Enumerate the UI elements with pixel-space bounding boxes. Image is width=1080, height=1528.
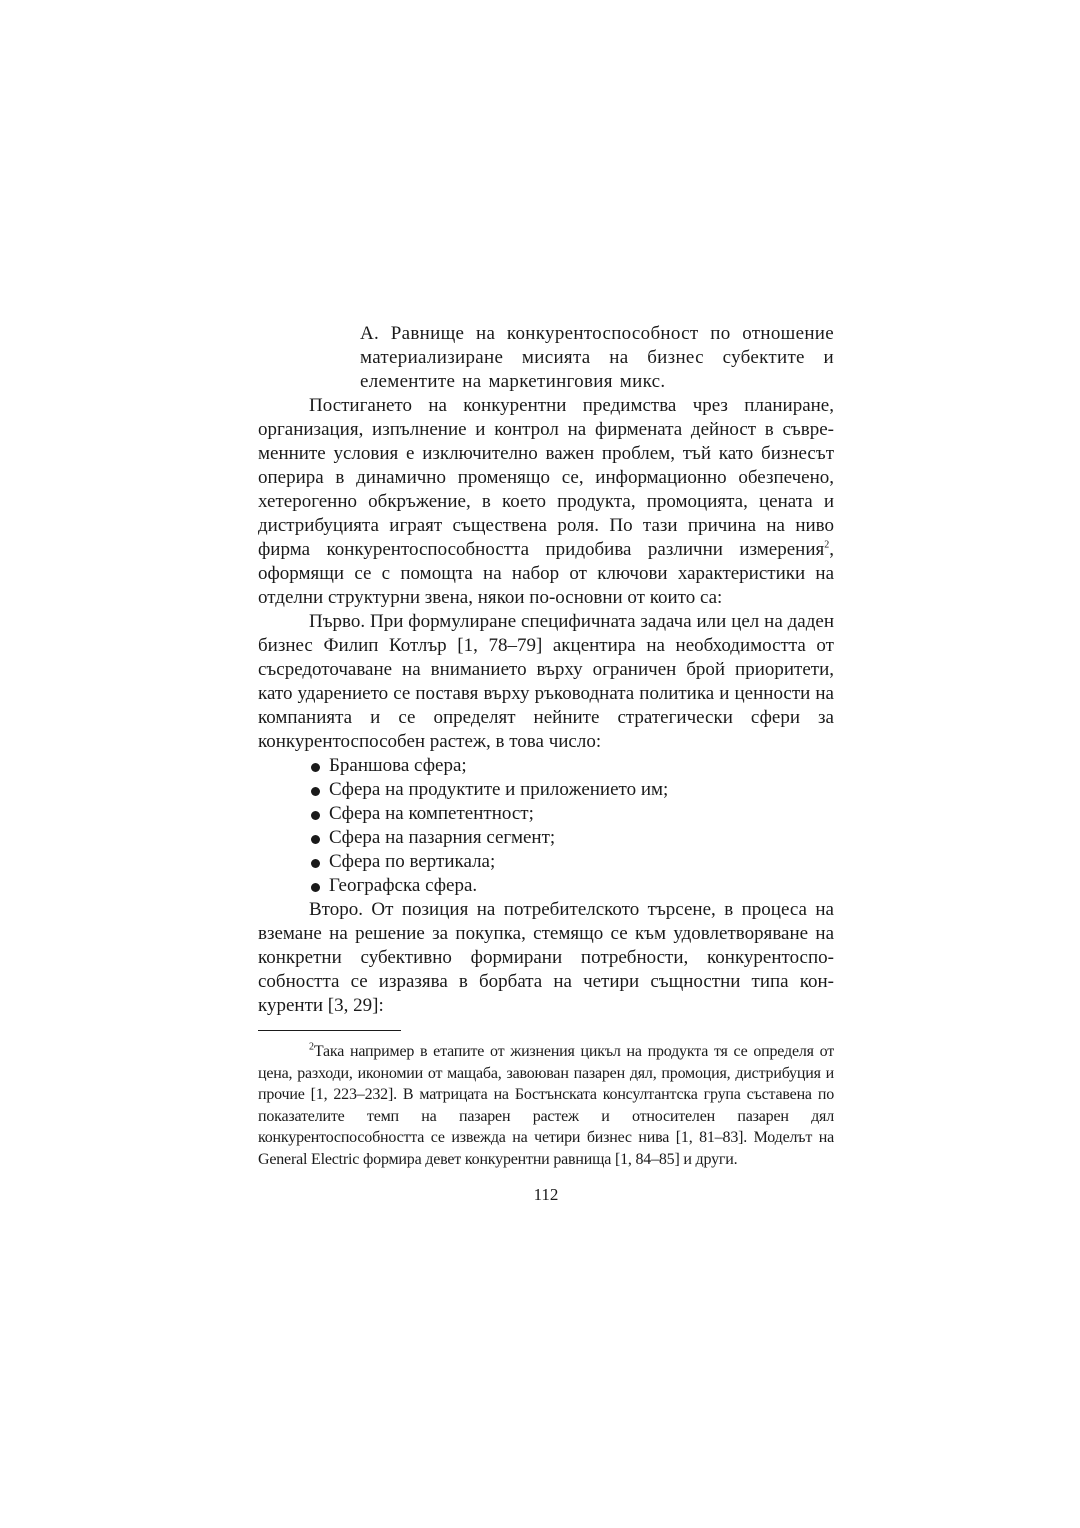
- paragraph-text: Постигането на конкурентни предимства чрез планиране, организация, изпълнение и контрол на фирмената дейност в съвременните условия е изключително важен проблем, тъй като бизнесът оперира в динамично променящо се, информационно обезпечено, хетерогенно обкръжение, в което продукта, промоцията, цената и дистрибуцията играят съществена роля. По тази причина на ниво фирма конкурентоспособността придобива различни измерения: [258, 395, 834, 560]
- bullet-list: [258, 754, 834, 898]
- footnote-text: Така например в етапите от жизнения цикъл на продукта тя се определя от цена, разходи, икономии от мащаба, завоюван пазарен дял, промоция, дистрибуция и прочие [1, 223–232]. В матрицата на Бостънската консултантска група съставена по показателите темп на пазарен растеж и относителен пазарен дял конкурентоспособността се извежда на четири бизнес нива [1, 81–83]. Моделът на General Electric формира девет конкурентни равнища [1, 84–85] и други.: [258, 1043, 834, 1168]
- page-number: 112: [533, 1185, 559, 1204]
- footnote-number: 2: [309, 1041, 314, 1053]
- list-item: Браншова сфера;: [309, 754, 834, 778]
- list-item: Сфера по вертикала;: [309, 850, 834, 874]
- footnote-reference: 2: [824, 539, 830, 551]
- list-item: Географска сфера.: [309, 874, 834, 898]
- paragraph: Първо. При формулиране специфичната задача или цел на даден бизнес Филип Котлър [1, 78–79] акцентира на необходимостта от съсредоточаване на вниманието върху ограничен брой приоритети, като ударението се поставя върху ръководната политика и ценности на компанията и се определят нейните стратегически сфери за конкурентоспособен растеж, в това число:: [258, 611, 834, 752]
- list-item: Сфера на пазарния сегмент;: [309, 826, 834, 850]
- paragraph-text-continued: , оформящи се с помощта на набор от ключови характеристики на отделни структурни звена, някои по-основни от които са:: [258, 539, 834, 608]
- paragraph: [258, 394, 834, 610]
- footnote-divider: [258, 1030, 401, 1031]
- section-heading: А. Равнище на конкурентоспособност по отношение материализиране мисията на бизнес субектите и елементите на маркетинговия микс.: [360, 323, 834, 392]
- list-item: Сфера на компетентност;: [309, 802, 834, 826]
- list-item: Сфера на продуктите и приложението им;: [309, 778, 834, 802]
- page-content: [258, 322, 834, 1206]
- footnote: [258, 1041, 834, 1170]
- paragraph: Второ. От позиция на потребителското търсене, в процеса на вземане на решение за покупка, стемящо се към удовлетворяване на конкретни субективно формирани потребности, конкурентоспособността се изразява в борбата на четири същностни типа конкуренти [3, 29]:: [258, 899, 834, 1016]
